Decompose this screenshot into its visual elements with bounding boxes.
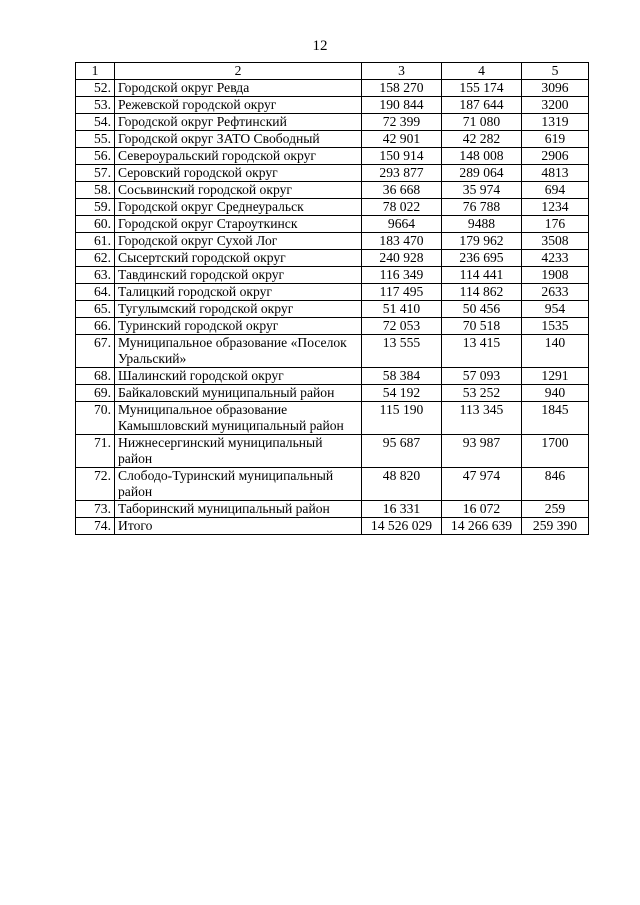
municipality-name: Туринский городской округ bbox=[115, 318, 362, 335]
value-col-4: 76 788 bbox=[442, 199, 522, 216]
value-col-5: 940 bbox=[522, 385, 589, 402]
value-col-4: 71 080 bbox=[442, 114, 522, 131]
header-cell-2: 2 bbox=[115, 63, 362, 80]
municipality-name: Нижнесергинский муниципальный район bbox=[115, 435, 362, 468]
value-col-5: 954 bbox=[522, 301, 589, 318]
value-col-4: 14 266 639 bbox=[442, 518, 522, 535]
municipality-name: Североуральский городской округ bbox=[115, 148, 362, 165]
value-col-4: 50 456 bbox=[442, 301, 522, 318]
table-row bbox=[76, 97, 589, 114]
row-number: 63. bbox=[76, 267, 115, 284]
table-row bbox=[76, 165, 589, 182]
value-col-4: 42 282 bbox=[442, 131, 522, 148]
row-number: 65. bbox=[76, 301, 115, 318]
row-number: 57. bbox=[76, 165, 115, 182]
value-col-4: 53 252 bbox=[442, 385, 522, 402]
table-row bbox=[76, 216, 589, 233]
table-row bbox=[76, 335, 589, 368]
row-number: 53. bbox=[76, 97, 115, 114]
row-number: 69. bbox=[76, 385, 115, 402]
value-col-4: 16 072 bbox=[442, 501, 522, 518]
row-number: 70. bbox=[76, 402, 115, 435]
value-col-5: 1908 bbox=[522, 267, 589, 284]
value-col-4: 114 862 bbox=[442, 284, 522, 301]
value-col-5: 1291 bbox=[522, 368, 589, 385]
value-col-4: 155 174 bbox=[442, 80, 522, 97]
header-cell-3: 3 bbox=[362, 63, 442, 80]
value-col-3: 293 877 bbox=[362, 165, 442, 182]
table-row bbox=[76, 501, 589, 518]
value-col-5: 694 bbox=[522, 182, 589, 199]
value-col-5: 1845 bbox=[522, 402, 589, 435]
data-table bbox=[75, 62, 589, 535]
municipality-name: Слободо-Туринский муниципальный район bbox=[115, 468, 362, 501]
value-col-4: 35 974 bbox=[442, 182, 522, 199]
table-row bbox=[76, 402, 589, 435]
municipality-name: Шалинский городской округ bbox=[115, 368, 362, 385]
value-col-5: 1535 bbox=[522, 318, 589, 335]
value-col-5: 259 390 bbox=[522, 518, 589, 535]
value-col-5: 2906 bbox=[522, 148, 589, 165]
value-col-3: 78 022 bbox=[362, 199, 442, 216]
value-col-3: 42 901 bbox=[362, 131, 442, 148]
page-number: 12 bbox=[312, 38, 328, 54]
value-col-5: 846 bbox=[522, 468, 589, 501]
table-header-row bbox=[76, 63, 589, 80]
row-number: 72. bbox=[76, 468, 115, 501]
row-number: 58. bbox=[76, 182, 115, 199]
value-col-4: 179 962 bbox=[442, 233, 522, 250]
header-cell-1: 1 bbox=[76, 63, 115, 80]
municipality-name: Тавдинский городской округ bbox=[115, 267, 362, 284]
table-row bbox=[76, 385, 589, 402]
value-col-3: 54 192 bbox=[362, 385, 442, 402]
value-col-3: 51 410 bbox=[362, 301, 442, 318]
header-cell-5: 5 bbox=[522, 63, 589, 80]
municipality-name: Таборинский муниципальный район bbox=[115, 501, 362, 518]
municipality-name: Тугулымский городской округ bbox=[115, 301, 362, 318]
value-col-4: 70 518 bbox=[442, 318, 522, 335]
row-number: 74. bbox=[76, 518, 115, 535]
value-col-3: 72 053 bbox=[362, 318, 442, 335]
table-row bbox=[76, 468, 589, 501]
row-number: 73. bbox=[76, 501, 115, 518]
row-number: 66. bbox=[76, 318, 115, 335]
municipality-name: Байкаловский муниципальный район bbox=[115, 385, 362, 402]
value-col-3: 58 384 bbox=[362, 368, 442, 385]
value-col-5: 1700 bbox=[522, 435, 589, 468]
value-col-3: 48 820 bbox=[362, 468, 442, 501]
value-col-3: 14 526 029 bbox=[362, 518, 442, 535]
table-row bbox=[76, 301, 589, 318]
row-number: 55. bbox=[76, 131, 115, 148]
municipality-name: Муниципальное образование «Поселок Уральский» bbox=[115, 335, 362, 368]
header-cell-4: 4 bbox=[442, 63, 522, 80]
value-col-3: 72 399 bbox=[362, 114, 442, 131]
value-col-5: 619 bbox=[522, 131, 589, 148]
row-number: 61. bbox=[76, 233, 115, 250]
municipality-name: Итого bbox=[115, 518, 362, 535]
value-col-4: 57 093 bbox=[442, 368, 522, 385]
municipality-name: Городской округ ЗАТО Свободный bbox=[115, 131, 362, 148]
value-col-3: 117 495 bbox=[362, 284, 442, 301]
value-col-4: 13 415 bbox=[442, 335, 522, 368]
row-number: 59. bbox=[76, 199, 115, 216]
value-col-5: 1234 bbox=[522, 199, 589, 216]
value-col-3: 13 555 bbox=[362, 335, 442, 368]
row-number: 71. bbox=[76, 435, 115, 468]
table-row bbox=[76, 182, 589, 199]
value-col-5: 3200 bbox=[522, 97, 589, 114]
value-col-4: 93 987 bbox=[442, 435, 522, 468]
table-row bbox=[76, 233, 589, 250]
value-col-4: 113 345 bbox=[442, 402, 522, 435]
value-col-3: 36 668 bbox=[362, 182, 442, 199]
value-col-3: 158 270 bbox=[362, 80, 442, 97]
value-col-5: 2633 bbox=[522, 284, 589, 301]
value-col-3: 240 928 bbox=[362, 250, 442, 267]
municipality-name: Талицкий городской округ bbox=[115, 284, 362, 301]
municipality-name: Сысертский городской округ bbox=[115, 250, 362, 267]
row-number: 62. bbox=[76, 250, 115, 267]
municipality-name: Муниципальное образование Камышловский муниципальный район bbox=[115, 402, 362, 435]
value-col-3: 9664 bbox=[362, 216, 442, 233]
table-row bbox=[76, 148, 589, 165]
value-col-3: 95 687 bbox=[362, 435, 442, 468]
value-col-4: 114 441 bbox=[442, 267, 522, 284]
table-row bbox=[76, 250, 589, 267]
table-row bbox=[76, 435, 589, 468]
value-col-5: 1319 bbox=[522, 114, 589, 131]
value-col-5: 3096 bbox=[522, 80, 589, 97]
value-col-3: 115 190 bbox=[362, 402, 442, 435]
value-col-5: 4813 bbox=[522, 165, 589, 182]
row-number: 68. bbox=[76, 368, 115, 385]
table-row bbox=[76, 114, 589, 131]
value-col-5: 176 bbox=[522, 216, 589, 233]
row-number: 54. bbox=[76, 114, 115, 131]
municipality-name: Городской округ Староуткинск bbox=[115, 216, 362, 233]
table-row bbox=[76, 518, 589, 535]
value-col-4: 187 644 bbox=[442, 97, 522, 114]
value-col-3: 116 349 bbox=[362, 267, 442, 284]
value-col-5: 140 bbox=[522, 335, 589, 368]
value-col-4: 9488 bbox=[442, 216, 522, 233]
table-row bbox=[76, 284, 589, 301]
row-number: 60. bbox=[76, 216, 115, 233]
row-number: 64. bbox=[76, 284, 115, 301]
value-col-4: 236 695 bbox=[442, 250, 522, 267]
value-col-4: 289 064 bbox=[442, 165, 522, 182]
value-col-3: 190 844 bbox=[362, 97, 442, 114]
row-number: 52. bbox=[76, 80, 115, 97]
row-number: 67. bbox=[76, 335, 115, 368]
table-row bbox=[76, 199, 589, 216]
value-col-3: 183 470 bbox=[362, 233, 442, 250]
value-col-4: 47 974 bbox=[442, 468, 522, 501]
municipality-name: Городской округ Сухой Лог bbox=[115, 233, 362, 250]
table-row bbox=[76, 318, 589, 335]
value-col-5: 259 bbox=[522, 501, 589, 518]
row-number: 56. bbox=[76, 148, 115, 165]
table-row bbox=[76, 80, 589, 97]
table-row bbox=[76, 267, 589, 284]
table-row bbox=[76, 131, 589, 148]
value-col-5: 4233 bbox=[522, 250, 589, 267]
municipality-name: Городской округ Ревда bbox=[115, 80, 362, 97]
table-row bbox=[76, 368, 589, 385]
municipality-name: Серовский городской округ bbox=[115, 165, 362, 182]
municipality-name: Городской округ Рефтинский bbox=[115, 114, 362, 131]
value-col-5: 3508 bbox=[522, 233, 589, 250]
value-col-4: 148 008 bbox=[442, 148, 522, 165]
table-body bbox=[76, 63, 589, 535]
municipality-name: Сосьвинский городской округ bbox=[115, 182, 362, 199]
municipality-name: Городской округ Среднеуральск bbox=[115, 199, 362, 216]
value-col-3: 150 914 bbox=[362, 148, 442, 165]
municipality-name: Режевской городской округ bbox=[115, 97, 362, 114]
value-col-3: 16 331 bbox=[362, 501, 442, 518]
